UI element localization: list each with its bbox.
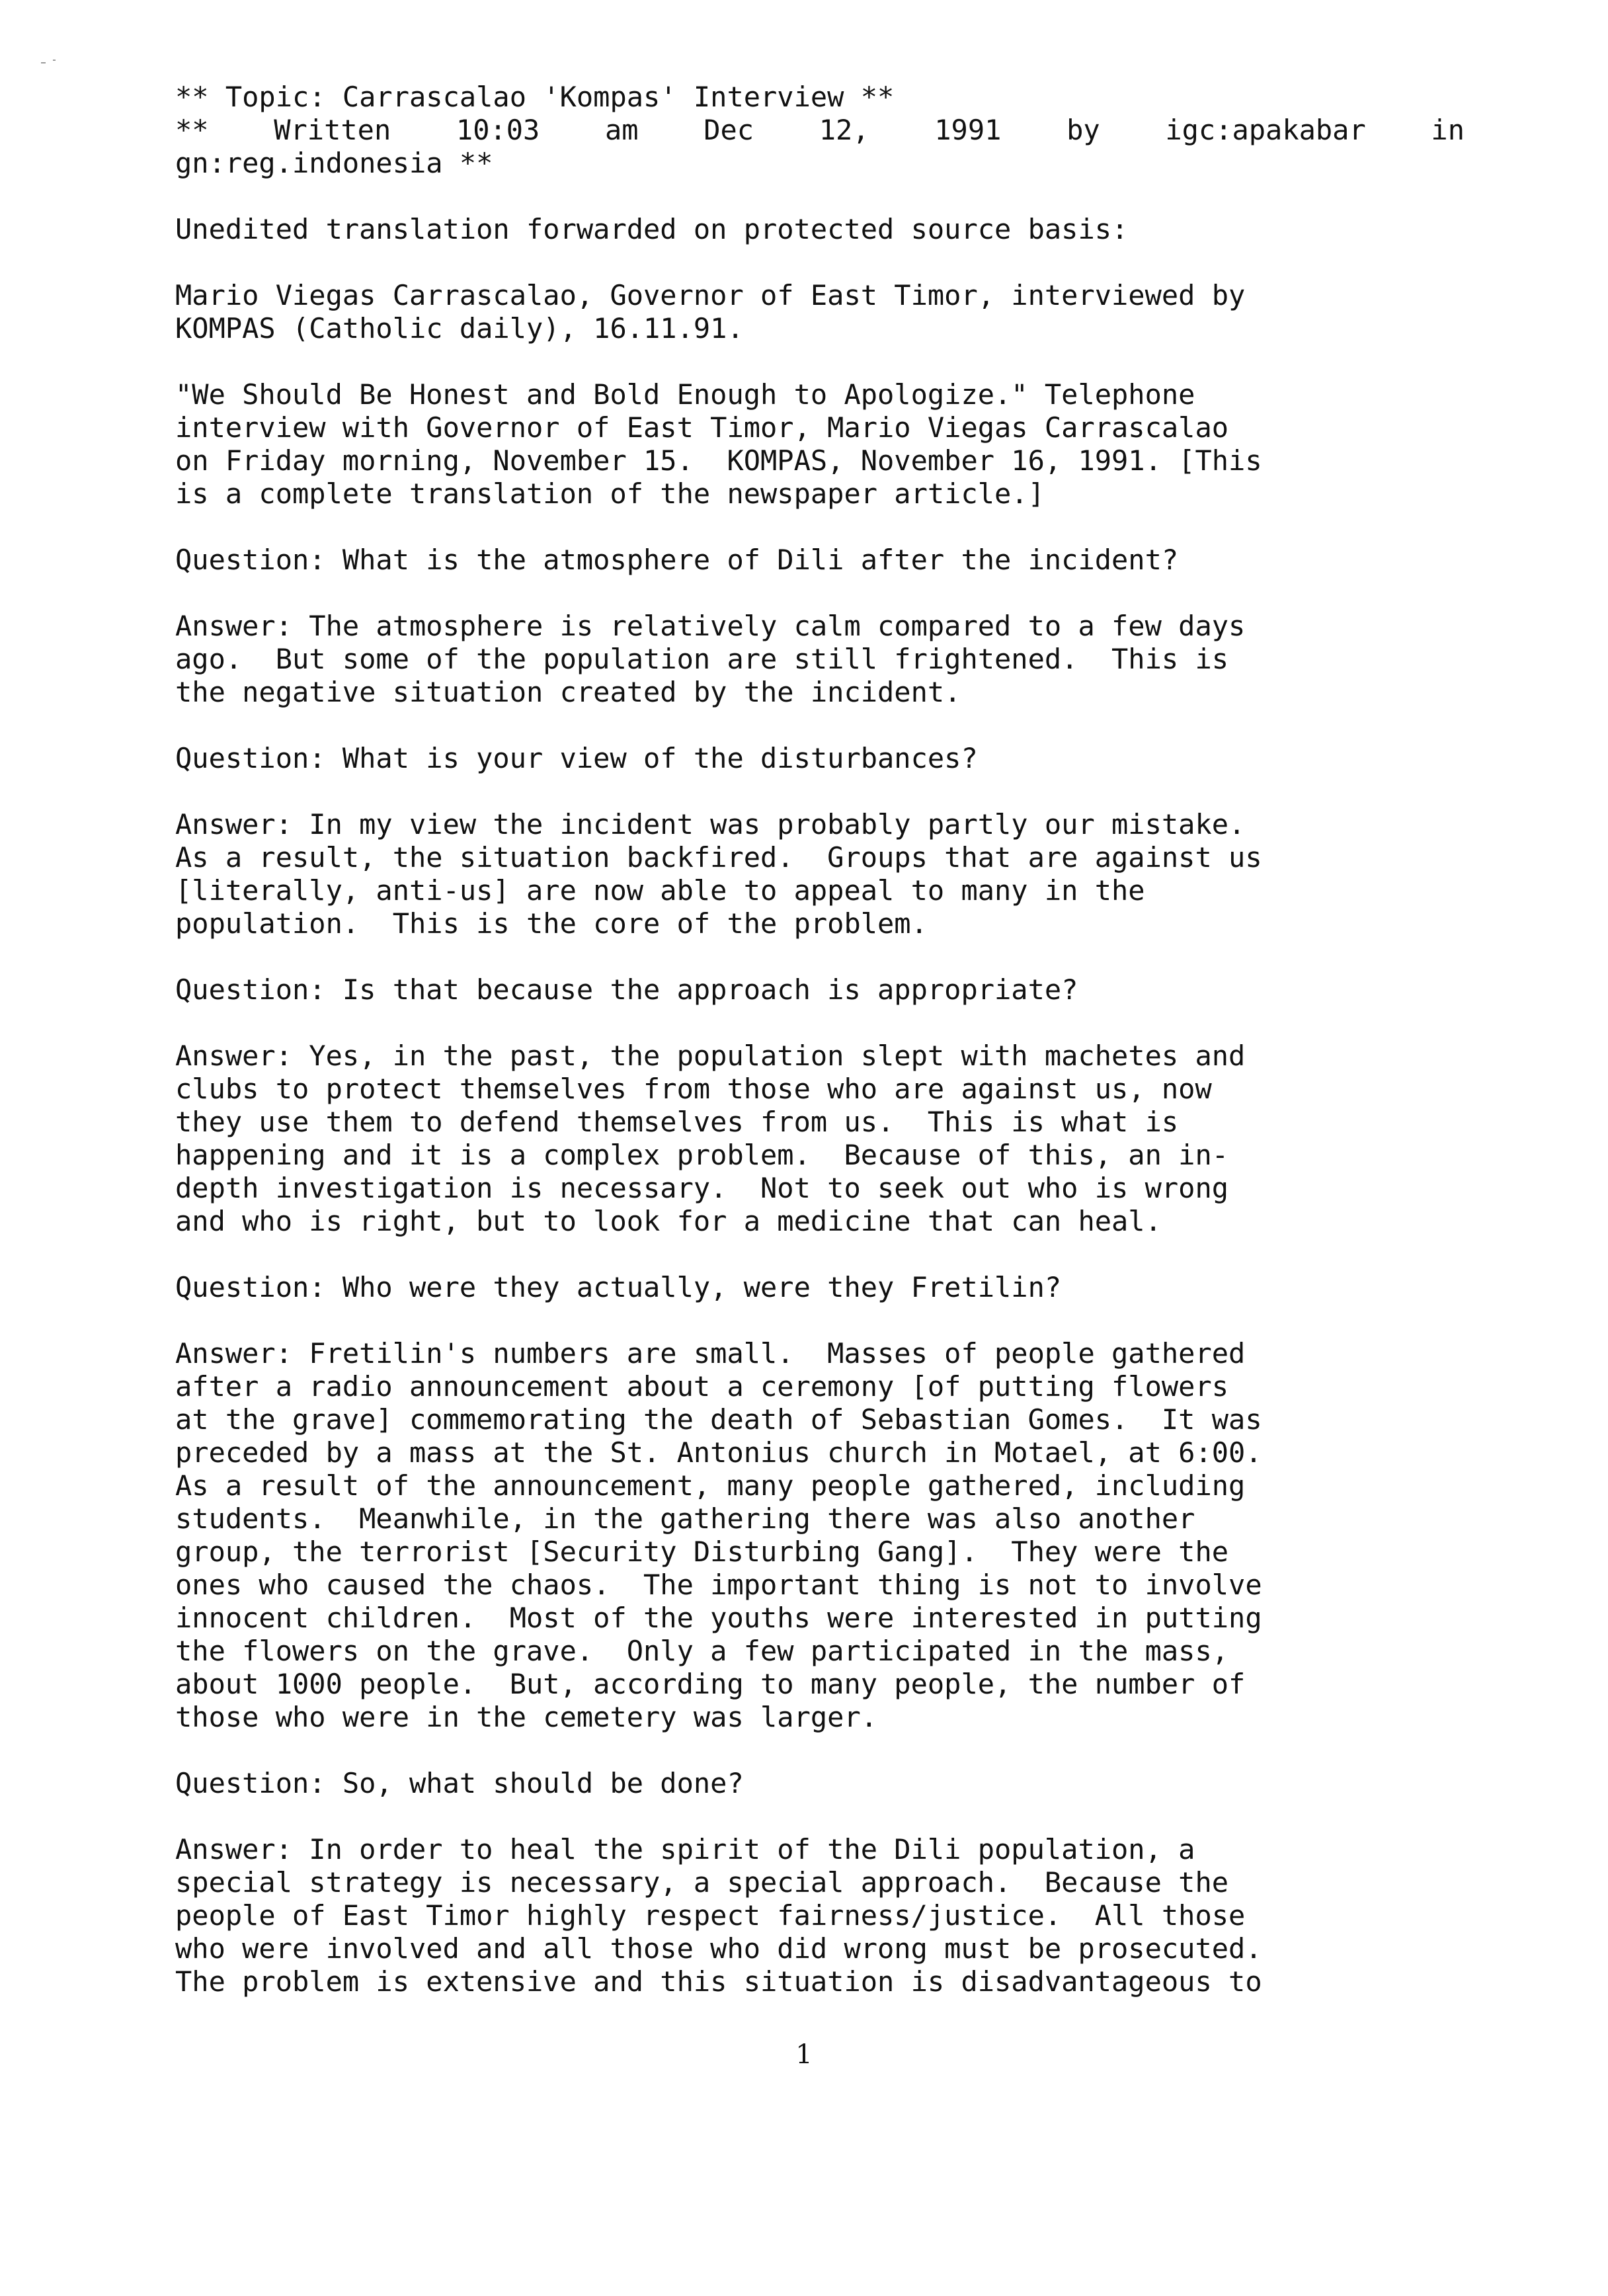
text-line: clubs to protect themselves from those who are against us, now xyxy=(175,1073,1212,1105)
written-token: ** xyxy=(175,114,209,146)
text-line: preceded by a mass at the St. Antonius church in Motael, at 6:00. xyxy=(175,1436,1262,1469)
text-line: Answer: The atmosphere is relatively calm compared to a few days xyxy=(175,610,1246,642)
paragraph xyxy=(175,610,1471,709)
paragraph xyxy=(175,1833,1471,1998)
text-line: As a result of the announcement, many people gathered, including xyxy=(175,1469,1246,1502)
text-line: group, the terrorist [Security Disturbing Gang]. They were the xyxy=(175,1536,1229,1568)
text-line: those who were in the cemetery was larger. xyxy=(175,1701,878,1733)
text-line: is a complete translation of the newspaper article.] xyxy=(175,477,1045,510)
text-line: special strategy is necessary, a special approach. Because the xyxy=(175,1866,1229,1899)
text-line: and who is right, but to look for a medicine that can heal. xyxy=(175,1205,1162,1237)
text-line: Answer: In order to heal the spirit of the Dili population, a xyxy=(175,1833,1195,1866)
paragraph xyxy=(175,742,1471,775)
document-body xyxy=(175,81,1471,2031)
text-line: the flowers on the grave. Only a few participated in the mass, xyxy=(175,1635,1229,1667)
page-number: 1 xyxy=(795,2039,813,2070)
text-line: [literally, anti-us] are now able to appeal to many in the xyxy=(175,874,1145,907)
text-line: students. Meanwhile, in the gathering there was also another xyxy=(175,1502,1195,1535)
text-line: after a radio announcement about a ceremony [of putting flowers xyxy=(175,1370,1229,1403)
text-line: Unedited translation forwarded on protected source basis: xyxy=(175,213,1129,245)
text-line: ago. But some of the population are still frightened. This is xyxy=(175,643,1229,675)
text-line: Question: Is that because the approach is appropriate? xyxy=(175,973,1078,1006)
text-line: The problem is extensive and this situation is disadvantageous to xyxy=(175,1965,1262,1998)
text-line: population. This is the core of the problem. xyxy=(175,907,928,940)
paragraph xyxy=(175,279,1471,345)
written-token: igc:apakabar xyxy=(1165,114,1366,146)
text-line: Question: What is the atmosphere of Dili after the incident? xyxy=(175,544,1179,576)
text-line: interview with Governor of East Timor, Mario Viegas Carrascalao xyxy=(175,411,1229,444)
text-line: on Friday morning, November 15. KOMPAS, November 16, 1991. [This xyxy=(175,444,1262,477)
paragraph xyxy=(175,213,1471,246)
text-line: Question: What is your view of the disturbances? xyxy=(175,742,978,774)
written-token: by xyxy=(1066,114,1100,146)
text-line: "We Should Be Honest and Bold Enough to Apologize." Telephone xyxy=(175,378,1195,411)
paragraph xyxy=(175,973,1471,1006)
written-line xyxy=(175,114,1465,147)
written-token: 1991 xyxy=(934,114,1002,146)
paragraph xyxy=(175,1271,1471,1304)
text-line: about 1000 people. But, according to many people, the number of xyxy=(175,1668,1246,1700)
text-line: Question: So, what should be done? xyxy=(175,1767,744,1799)
text-line: at the grave] commemorating the death of Sebastian Gomes. It was xyxy=(175,1403,1262,1436)
text-line: Answer: Yes, in the past, the population slept with machetes and xyxy=(175,1040,1246,1072)
text-line: Mario Viegas Carrascalao, Governor of East Timor, interviewed by xyxy=(175,279,1246,311)
written-token: 10:03 xyxy=(456,114,540,146)
text-line: they use them to defend themselves from us. This is what is xyxy=(175,1106,1179,1138)
paragraph xyxy=(175,1767,1471,1800)
text-line: who were involved and all those who did wrong must be prosecuted. xyxy=(175,1932,1262,1965)
scan-speck xyxy=(53,60,56,61)
text-line: Answer: In my view the incident was probably partly our mistake. xyxy=(175,808,1246,840)
text-line: As a result, the situation backfired. Groups that are against us xyxy=(175,841,1262,874)
scan-speck xyxy=(41,62,46,63)
message-header xyxy=(175,81,1471,180)
written-token: am xyxy=(605,114,639,146)
written-token: Written xyxy=(274,114,391,146)
paragraph xyxy=(175,1337,1471,1734)
text-line: innocent children. Most of the youths were interested in putting xyxy=(175,1602,1262,1634)
text-line: people of East Timor highly respect fairness/justice. All those xyxy=(175,1899,1246,1932)
topic-line: ** Topic: Carrascalao 'Kompas' Interview ** xyxy=(175,81,895,113)
paragraph xyxy=(175,378,1471,511)
paragraph xyxy=(175,544,1471,577)
text-line: depth investigation is necessary. Not to seek out who is wrong xyxy=(175,1172,1229,1204)
written-token: 12, xyxy=(819,114,869,146)
conference-line: gn:reg.indonesia ** xyxy=(175,147,493,179)
text-line: Question: Who were they actually, were they Fretilin? xyxy=(175,1271,1062,1303)
text-line: Answer: Fretilin's numbers are small. Masses of people gathered xyxy=(175,1337,1246,1370)
paragraph xyxy=(175,1040,1471,1238)
paragraph xyxy=(175,808,1471,940)
text-line: KOMPAS (Catholic daily), 16.11.91. xyxy=(175,312,744,345)
written-token: Dec xyxy=(704,114,754,146)
text-line: the negative situation created by the incident. xyxy=(175,676,961,708)
article-text xyxy=(175,213,1471,1998)
written-token: in xyxy=(1431,114,1465,146)
text-line: ones who caused the chaos. The important thing is not to involve xyxy=(175,1569,1262,1601)
text-line: happening and it is a complex problem. Because of this, an in- xyxy=(175,1139,1229,1171)
